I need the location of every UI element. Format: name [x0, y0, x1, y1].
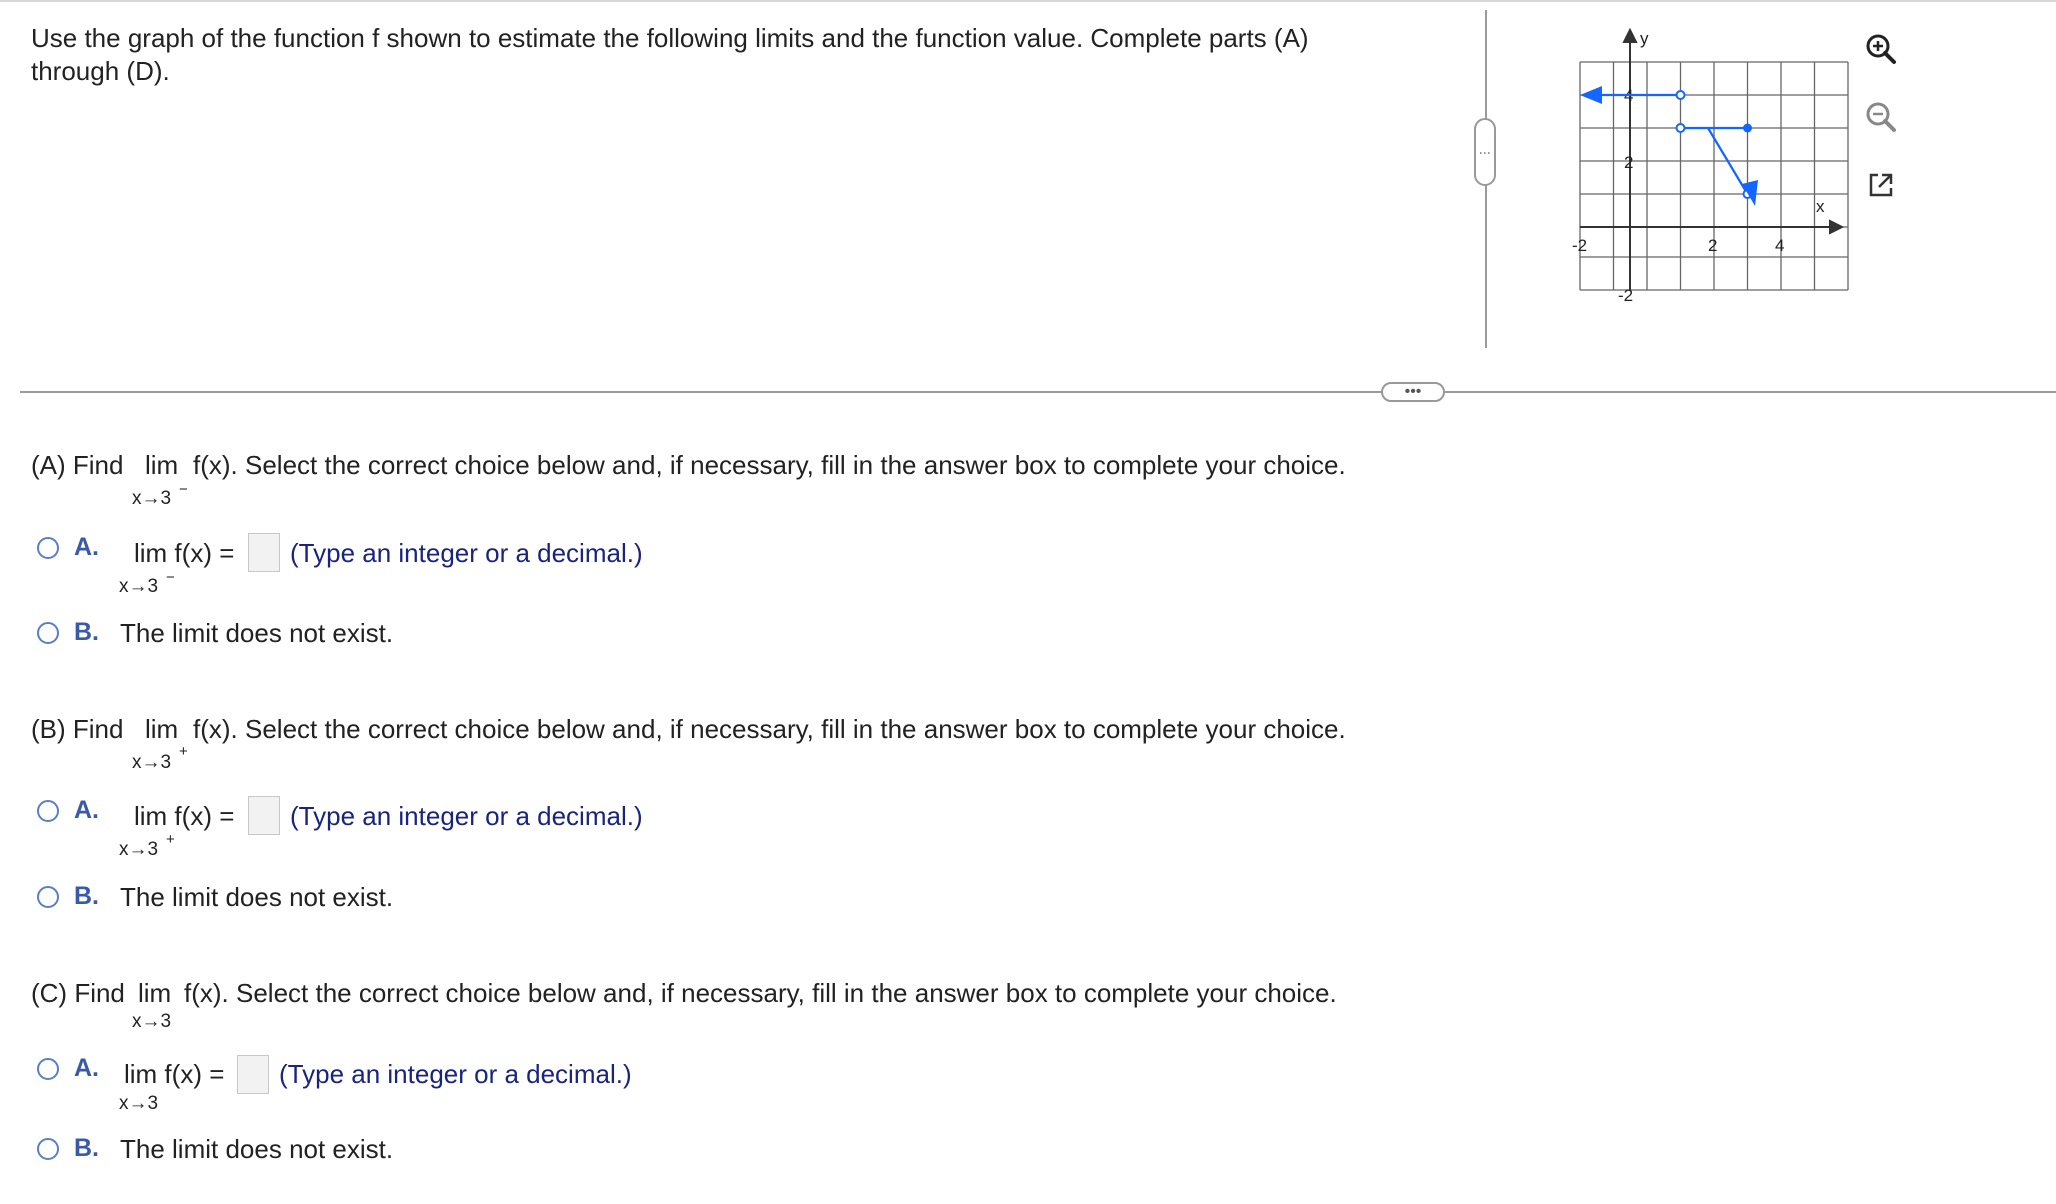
part-a-lim: lim: [145, 450, 179, 480]
part-a-choice-b-letter: B.: [74, 618, 99, 646]
part-b-answer-input[interactable]: [248, 796, 280, 835]
part-b-choice-a-lim: lim f(x) =: [134, 801, 235, 831]
part-b-choice-a-sup: +: [166, 831, 175, 848]
part-a-choice-a-radio[interactable]: [37, 537, 59, 559]
part-a-answer-input[interactable]: [248, 533, 280, 572]
tick-label-y-neg2: -2: [1618, 286, 1634, 305]
part-c-choice-b-radio[interactable]: [37, 1138, 59, 1160]
part-c-choice-a-radio[interactable]: [37, 1058, 59, 1080]
part-b-prefix: (B) Find: [31, 714, 124, 744]
tick-label-y-2: 2: [1624, 153, 1634, 172]
part-c-subscript: x→3: [132, 1011, 172, 1032]
y-axis-label: y: [1640, 29, 1649, 48]
part-b-choice-a-sub: x→3: [119, 839, 159, 860]
horizontal-splitter[interactable]: [20, 391, 2056, 393]
part-b-subscript: x→3: [132, 752, 172, 773]
zoom-out-icon: [1864, 100, 1898, 134]
x-axis-label: x: [1816, 197, 1825, 216]
part-c-answer-input[interactable]: [237, 1055, 269, 1094]
vertical-splitter-handle[interactable]: ⋮: [1474, 118, 1496, 186]
part-c-lim: lim: [138, 978, 172, 1008]
part-a-choice-a-hint: (Type an integer or a decimal.): [290, 538, 643, 568]
part-b-choice-a-radio[interactable]: [37, 800, 59, 822]
problem-statement: [31, 22, 1451, 88]
part-c-question: f(x). Select the correct choice below and, if necessary, fill in the answer box to complete your choice.: [184, 978, 1337, 1008]
part-b-choice-b-radio[interactable]: [37, 886, 59, 908]
tick-label-x-4: 4: [1775, 236, 1785, 255]
part-a-question: f(x). Select the correct choice below and, if necessary, fill in the answer box to complete your choice.: [193, 450, 1346, 480]
part-c-choice-a-lim: lim f(x) =: [124, 1059, 225, 1089]
open-point-2-3: [1677, 124, 1685, 132]
part-b-choice-b-text: The limit does not exist.: [120, 882, 394, 912]
part-a-choice-b-radio[interactable]: [37, 622, 59, 644]
zoom-in-icon: [1864, 32, 1898, 66]
part-c-choice-b-letter: B.: [74, 1134, 99, 1162]
part-c-prefix: (C) Find: [31, 978, 125, 1008]
part-c-choice-b-text: The limit does not exist.: [120, 1134, 394, 1164]
part-a-superscript: −: [179, 481, 188, 498]
problem-statement-line1: Use the graph of the function f shown to estimate the following limits and the function value. Complete parts (A): [31, 23, 1309, 53]
popout-button[interactable]: [1860, 164, 1902, 206]
part-a-choice-a-sub: x→3: [119, 576, 159, 597]
function-graph: [1560, 20, 1860, 310]
part-b-superscript: +: [179, 743, 188, 760]
horizontal-splitter-handle[interactable]: •••: [1381, 382, 1445, 402]
zoom-in-button[interactable]: [1860, 28, 1902, 70]
part-c-choice-a-sub: x→3: [119, 1093, 159, 1114]
part-b-choice-b-letter: B.: [74, 882, 99, 910]
part-a-choice-a-lim: lim f(x) =: [134, 538, 235, 568]
part-a-choice-b-text: The limit does not exist.: [120, 618, 394, 648]
part-c-choice-a-letter: A.: [74, 1054, 99, 1082]
part-a-choice-a-sup: −: [166, 569, 175, 586]
part-b-question: f(x). Select the correct choice below and, if necessary, fill in the answer box to complete your choice.: [193, 714, 1346, 744]
part-a-prefix: (A) Find: [31, 450, 124, 480]
open-point-2-4: [1677, 91, 1685, 99]
part-b-lim: lim: [145, 714, 179, 744]
part-b-choice-a-hint: (Type an integer or a decimal.): [290, 801, 643, 831]
problem-statement-line2: through (D).: [31, 56, 170, 86]
part-a-choice-a-letter: A.: [74, 533, 99, 561]
popout-icon: [1866, 170, 1896, 200]
closed-point-4-3: [1743, 124, 1752, 133]
graph-grid: [1580, 62, 1848, 290]
part-c-choice-a-hint: (Type an integer or a decimal.): [279, 1059, 632, 1089]
tick-label-x-2: 2: [1708, 236, 1718, 255]
tick-label-x-neg2: -2: [1572, 236, 1588, 255]
part-a-subscript: x→3: [132, 488, 172, 509]
part-b-choice-a-letter: A.: [74, 796, 99, 824]
tick-label-y-4: 4: [1624, 86, 1634, 105]
top-border: [0, 0, 2056, 2]
left-arrowhead: [1580, 86, 1602, 104]
zoom-out-button[interactable]: [1860, 96, 1902, 138]
